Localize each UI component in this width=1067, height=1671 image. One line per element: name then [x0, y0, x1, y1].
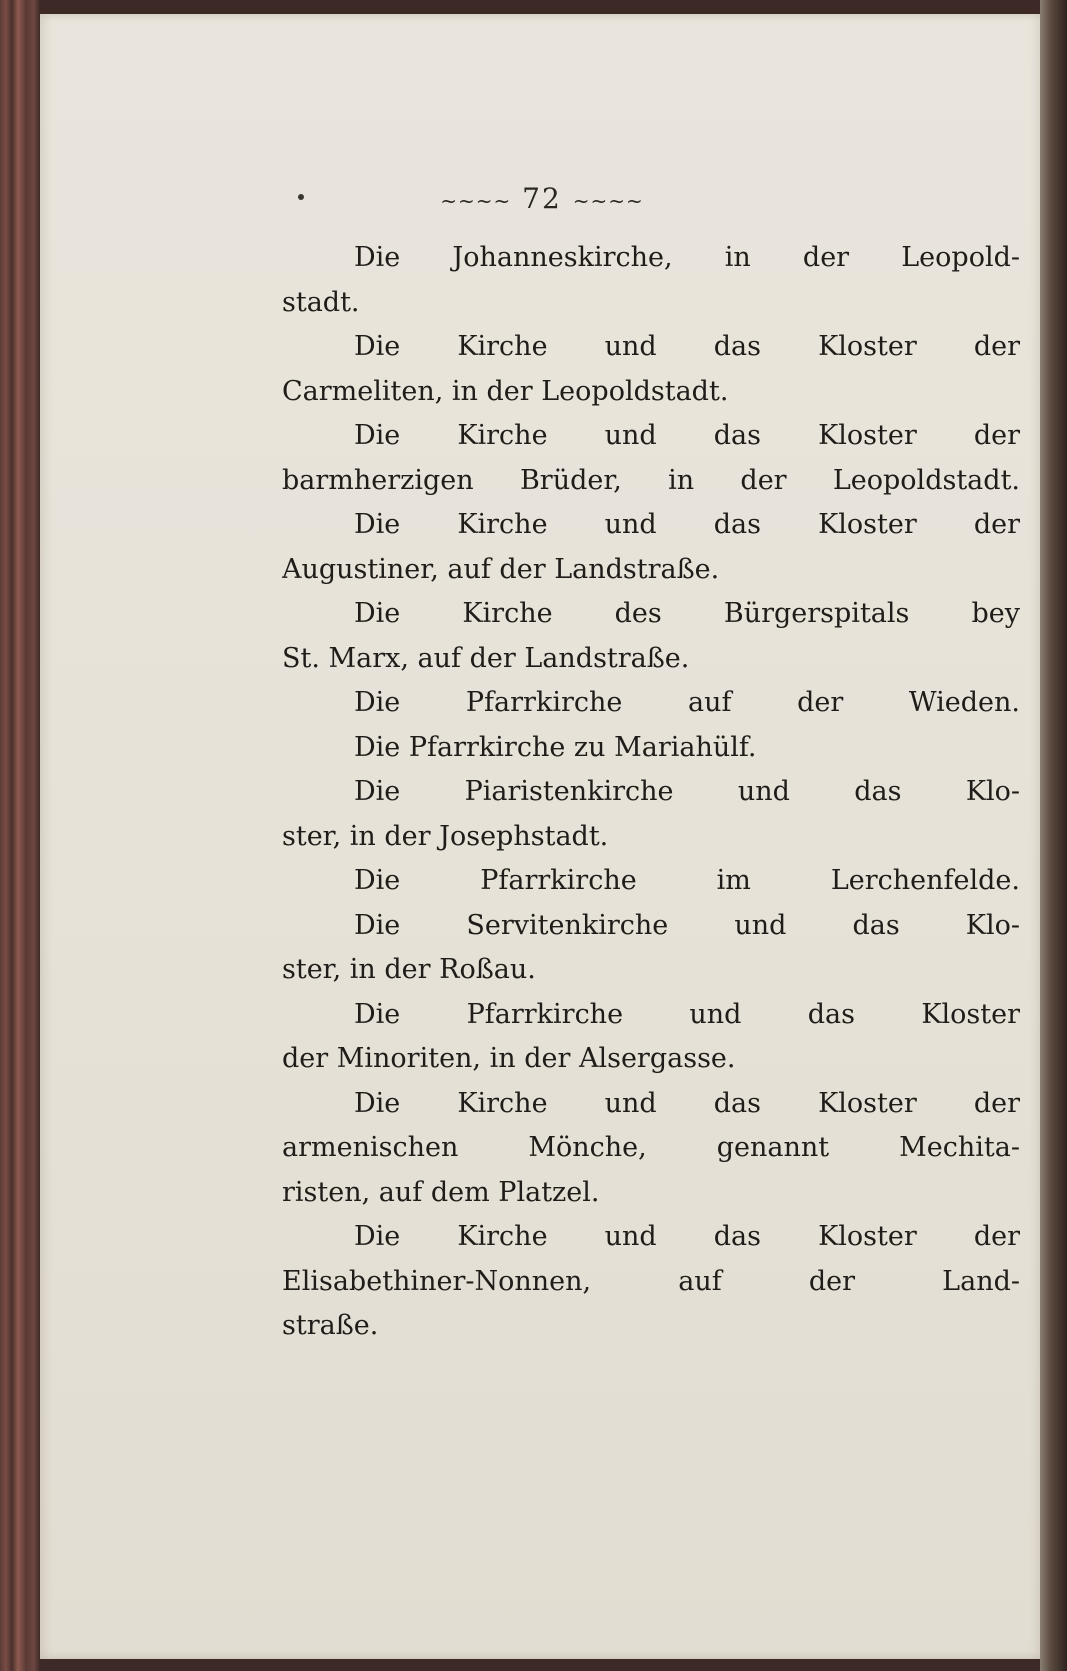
text-line: Die Pfarrkirche im Lerchenfelde. [354, 865, 1020, 896]
text-line: Die Kirche und das Kloster der [354, 509, 1020, 540]
page-edge [1040, 0, 1067, 1671]
header-ornament-right: ~~~~ [572, 188, 644, 213]
text-line: risten, auf dem Platzel. [282, 1176, 600, 1208]
text-line: Die Piaristenkirche und das Klo- [354, 776, 1020, 807]
text-line: ster, in der Josephstadt. [282, 820, 609, 852]
page-header [40, 182, 1044, 215]
header-ornament-left: ~~~~ [440, 188, 512, 213]
page-number: 72 [522, 182, 562, 215]
text-line: der Minoriten, in der Alsergasse. [282, 1043, 736, 1074]
text-line: Die Pfarrkirche und das Kloster [354, 998, 1020, 1030]
book-page [40, 14, 1044, 1659]
text-line: Elisabethiner-Nonnen, auf der Land- [282, 1265, 1020, 1297]
text-line: stadt. [282, 286, 360, 318]
text-line: armenischen Mönche, genannt Mechita- [282, 1132, 1020, 1163]
text-line: barmherzigen Brüder, in der Leopoldstadt. [282, 464, 1020, 496]
text-line: Carmeliten, in der Leopoldstadt. [282, 375, 729, 407]
text-line: Die Kirche und das Kloster der [354, 331, 1020, 362]
text-line: Die Kirche und das Kloster der [354, 420, 1020, 451]
text-line: ster, in der Roßau. [282, 954, 536, 985]
text-line: Die Kirche und das Kloster der [354, 1221, 1020, 1252]
text-line: St. Marx, auf der Landstraße. [282, 642, 690, 674]
text-line: Die Johanneskirche, in der Leopold- [354, 242, 1020, 273]
text-line: Die Servitenkirche und das Klo- [354, 909, 1020, 941]
text-line: Augustiner, auf der Landstraße. [282, 553, 720, 585]
text-line: Die Kirche des Bürgerspitals bey [354, 598, 1020, 629]
text-line: Die Pfarrkirche zu Mariahülf. [354, 731, 757, 763]
body-text [282, 236, 1020, 1349]
text-line: Die Pfarrkirche auf der Wieden. [354, 687, 1020, 718]
text-line: Die Kirche und das Kloster der [354, 1087, 1020, 1119]
text-line: straße. [282, 1310, 379, 1341]
